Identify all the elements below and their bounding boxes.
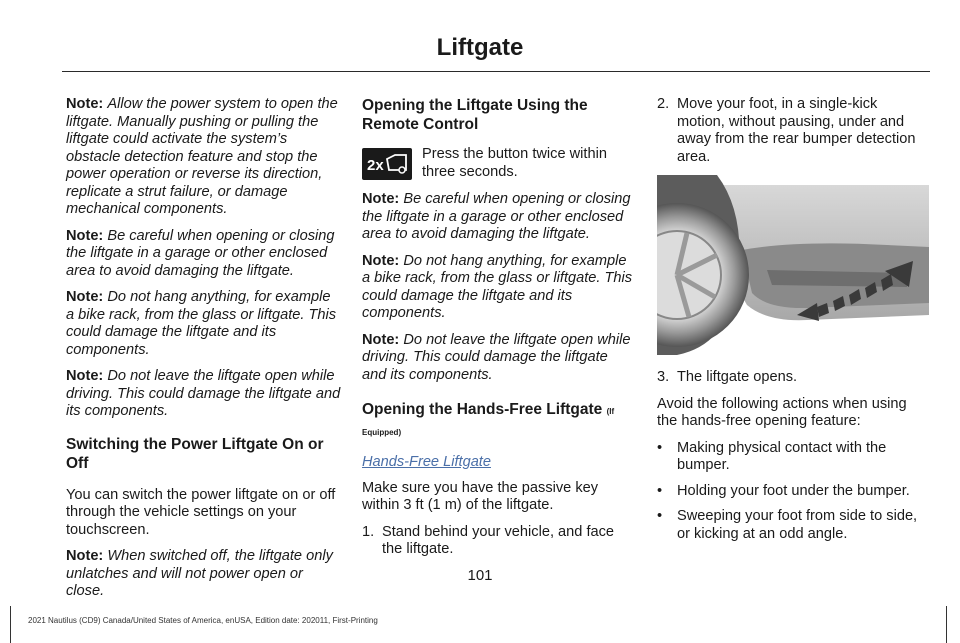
avoid-actions-list [657, 440, 929, 544]
hands-free-liftgate-link[interactable]: Hands-Free Liftgate [362, 454, 491, 470]
column-middle [362, 96, 634, 568]
section-heading-switching: Switching the Power Liftgate On or Off [66, 435, 324, 472]
note-hang: Note: Do not hang anything, for example a bike rack, from the glass or liftgate. This could damage the liftgate and its components. [66, 289, 337, 358]
list-item: • Sweeping your foot from side to side, or kicking at an odd angle. [657, 508, 918, 542]
remote-liftgate-2x-icon [362, 148, 412, 180]
column-left [66, 96, 341, 610]
note-open-driving-2: Note: Do not leave the liftgate open while driving. This could damage the liftgate and its components. [362, 331, 631, 383]
note-garage: Note: Be careful when opening or closing the liftgate in a garage or other enclosed area to avoid damaging the liftgate. [66, 227, 335, 279]
steps-list-3 [657, 369, 929, 387]
step-2: 2. Move your foot, in a single-kick motion, without pausing, under and away from the rear bumper detection area. [657, 96, 916, 165]
hands-free-link [362, 454, 634, 472]
section-heading-remote: Opening the Liftgate Using the Remote Control [362, 97, 588, 133]
note-hang-2: Note: Do not hang anything, for example a bike rack, from the glass or liftgate. This could damage the liftgate and its components. [362, 252, 633, 321]
header-rule [62, 71, 930, 72]
step-1: 1. Stand behind your vehicle, and face the liftgate. [362, 523, 615, 557]
list-item: • Making physical contact with the bumper. [657, 439, 887, 473]
step-3: 3. The liftgate opens. [657, 369, 798, 385]
remote-instruction-text: Press the button twice within three seconds. [422, 146, 607, 180]
note-open-driving: Note: Do not leave the liftgate open while driving. This could damage the liftgate and its components. [66, 368, 341, 419]
body-switching: You can switch the power liftgate on or off through the vehicle settings on your touchscreen. [66, 486, 336, 538]
crop-mark-left [10, 606, 11, 643]
steps-list-1 [362, 524, 634, 559]
page-title: Liftgate [436, 34, 524, 61]
note-garage-2: Note: Be careful when opening or closing the liftgate in a garage or other enclosed area to avoid damaging the liftgate. [362, 191, 631, 242]
list-item: • Holding your foot under the bumper. [657, 482, 910, 499]
body-passive-key: Make sure you have the passive key within 3 ft (1 m) of the liftgate. [362, 479, 599, 513]
note-allow-power: Note: Allow the power system to open the liftgate. Manually pushing or pulling the liftgate could activate the system’s obstacle detection feature and stop the power operation or reverse its direction, replicate a strut failure, or damage mechanical components. [66, 96, 338, 217]
section-heading-hands-free: Opening the Hands-Free Liftgate (If Equipped) [362, 401, 615, 437]
svg-text:2x: 2x [367, 157, 384, 174]
remote-instruction [362, 146, 634, 181]
column-right [657, 96, 929, 551]
page-number: 101 [467, 567, 493, 584]
steps-list-2 [657, 96, 929, 166]
rear-bumper-kick-illustration [657, 175, 929, 355]
body-avoid-actions: Avoid the following actions when using the hands-free opening feature: [657, 395, 907, 429]
footer-edition-info: 2021 Nautilus (CD9) Canada/United States of America, enUSA, Edition date: 202011, First-Printing [28, 616, 378, 625]
crop-mark-right [946, 606, 947, 643]
note-switched-off: Note: When switched off, the liftgate only unlatches and will not power open or close. [66, 548, 333, 599]
